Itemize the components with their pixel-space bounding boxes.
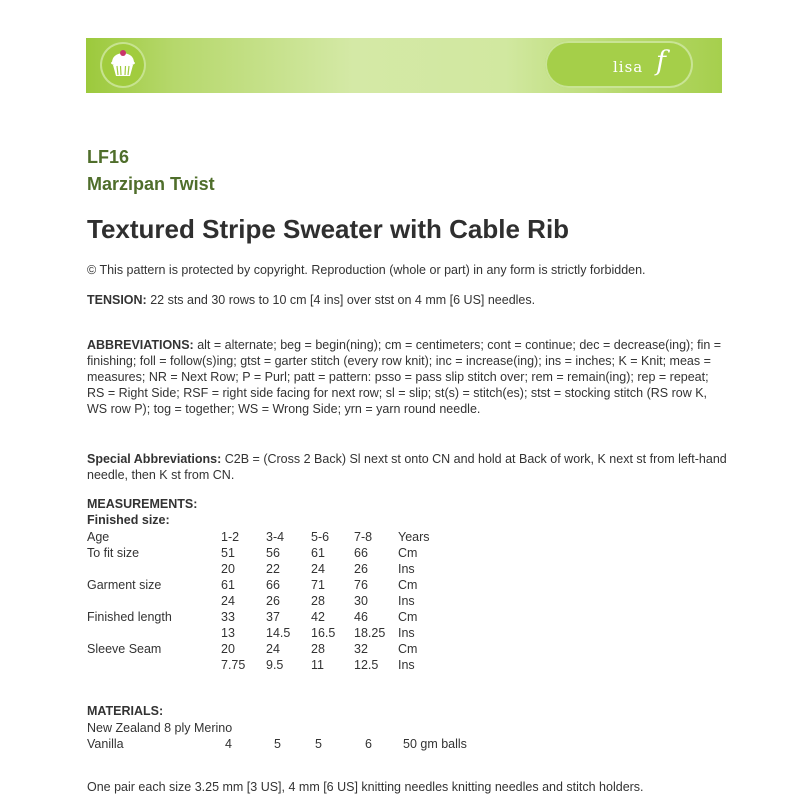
size-cell: 76 — [354, 578, 368, 592]
pattern-name: Marzipan Twist — [87, 174, 215, 194]
tension-paragraph — [87, 292, 727, 308]
copyright-notice: © This pattern is protected by copyright. Reproduction (whole or part) in any form is strictly forbidden. — [87, 263, 646, 277]
row-label: Age — [87, 530, 110, 544]
row-label: Finished length — [87, 610, 172, 624]
size-cell: 66 — [354, 546, 368, 560]
size-cell: 13 — [221, 626, 235, 640]
size-cell: 24 — [311, 562, 325, 576]
table-row — [87, 593, 727, 609]
brand-logo[interactable] — [545, 41, 693, 88]
size-cell: 12.5 — [354, 658, 379, 672]
row-label: Sleeve Seam — [87, 642, 162, 656]
size-cell: 28 — [311, 594, 325, 608]
table-row — [87, 577, 727, 593]
balls-cell: 4 — [225, 737, 232, 751]
size-cell: 56 — [266, 546, 280, 560]
unit-cell: Ins — [398, 626, 415, 640]
size-cell: 30 — [354, 594, 368, 608]
size-cell: 71 — [311, 578, 325, 592]
unit-cell: Cm — [398, 610, 418, 624]
size-cell: 11 — [311, 658, 324, 672]
size-cell: 7-8 — [354, 530, 373, 544]
size-cell: 42 — [311, 610, 325, 624]
size-cell: 14.5 — [266, 626, 291, 640]
size-cell: 16.5 — [311, 626, 336, 640]
balls-cell: 5 — [315, 737, 322, 751]
unit-cell: Cm — [398, 546, 418, 560]
finished-size-subheading: Finished size: — [87, 513, 170, 527]
size-cell: 3-4 — [266, 530, 285, 544]
balls-cell: 6 — [365, 737, 372, 751]
tension-label: TENSION: — [87, 293, 147, 307]
size-cell: 32 — [354, 642, 368, 656]
special-abbreviations-text: C2B = (Cross 2 Back) Sl next st onto CN and hold at Back of work, K next st from left-hand needle, then K st from CN. — [87, 452, 727, 482]
abbreviations-paragraph — [87, 337, 727, 417]
size-cell: 5-6 — [311, 530, 330, 544]
size-cell: 26 — [266, 594, 280, 608]
abbreviations-text: alt = alternate; beg = begin(ning); cm = centimeters; cont = continue; dec = decrease(ing); fin = finishing; foll = follow(s)ing; gtst = garter stitch (every row knit); inc = increase(ing); ins = inches; K = Knit; meas = measures; NR = Next Row; P = Purl; patt = pattern: psso = pass slip stitch over; rem = remain(ing); rep = repeat; RS = Right Side; RSF = right side facing for next row; sl = slip; st(s) = stitch(es); stst = stocking stitch (RS row K, WS row P); tog = together; WS = Wrong Side; yrn = yarn round needle. — [87, 338, 722, 416]
row-label: To fit size — [87, 546, 140, 560]
size-cell: 1-2 — [221, 530, 240, 544]
colour-name: Vanilla — [87, 737, 124, 751]
table-row — [87, 625, 727, 641]
size-cell: 37 — [266, 610, 280, 624]
size-cell: 46 — [354, 610, 368, 624]
logo-text: lisa — [613, 58, 644, 76]
materials-heading: MATERIALS: — [87, 704, 164, 718]
abbreviations-label: ABBREVIATIONS: — [87, 338, 194, 352]
unit-cell: Ins — [398, 562, 415, 576]
yarn-line — [87, 720, 727, 736]
table-row — [87, 529, 727, 545]
balls-cell: 5 — [274, 737, 281, 751]
unit-cell: Ins — [398, 658, 415, 672]
size-cell: 66 — [266, 578, 280, 592]
size-cell: 61 — [311, 546, 325, 560]
measurements-heading: MEASUREMENTS: — [87, 497, 198, 511]
unit-cell: Cm — [398, 642, 418, 656]
size-cell: 20 — [221, 562, 235, 576]
table-row — [87, 641, 727, 657]
size-cell: 26 — [354, 562, 368, 576]
special-abbreviations-label: Special Abbreviations: — [87, 452, 222, 466]
table-row — [87, 561, 727, 577]
table-row — [87, 545, 727, 561]
size-cell: 18.25 — [354, 626, 386, 640]
unit-cell: Ins — [398, 594, 415, 608]
size-cell: 24 — [221, 594, 235, 608]
size-cell: 7.75 — [221, 658, 246, 672]
materials-row — [87, 736, 727, 752]
special-abbreviations-paragraph — [87, 451, 727, 483]
size-cell: 61 — [221, 578, 235, 592]
size-cell: 51 — [221, 546, 235, 560]
unit-cell: Cm — [398, 578, 418, 592]
page-title: Textured Stripe Sweater with Cable Rib — [87, 214, 570, 244]
tension-text: 22 sts and 30 rows to 10 cm [4 ins] over stst on 4 mm [6 US] needles. — [146, 293, 536, 307]
cupcake-icon — [100, 42, 146, 88]
size-cell: 22 — [266, 562, 280, 576]
size-cell: 33 — [221, 610, 235, 624]
size-cell: 20 — [221, 642, 235, 656]
table-row — [87, 657, 727, 673]
table-row — [87, 609, 727, 625]
needles-paragraph: One pair each size 3.25 mm [3 US], 4 mm [6 US] knitting needles knitting needles and stitch holders. — [87, 780, 644, 794]
size-cell: 9.5 — [266, 658, 284, 672]
unit-cell: 50 gm balls — [403, 737, 467, 751]
logo-mark: f — [656, 46, 666, 77]
size-cell: 24 — [266, 642, 280, 656]
row-label: Garment size — [87, 578, 162, 592]
pattern-code: LF16 — [87, 147, 130, 167]
cupcake-badge — [100, 42, 146, 88]
yarn-name: New Zealand 8 ply Merino — [87, 721, 233, 735]
unit-cell: Years — [398, 530, 430, 544]
size-cell: 28 — [311, 642, 325, 656]
